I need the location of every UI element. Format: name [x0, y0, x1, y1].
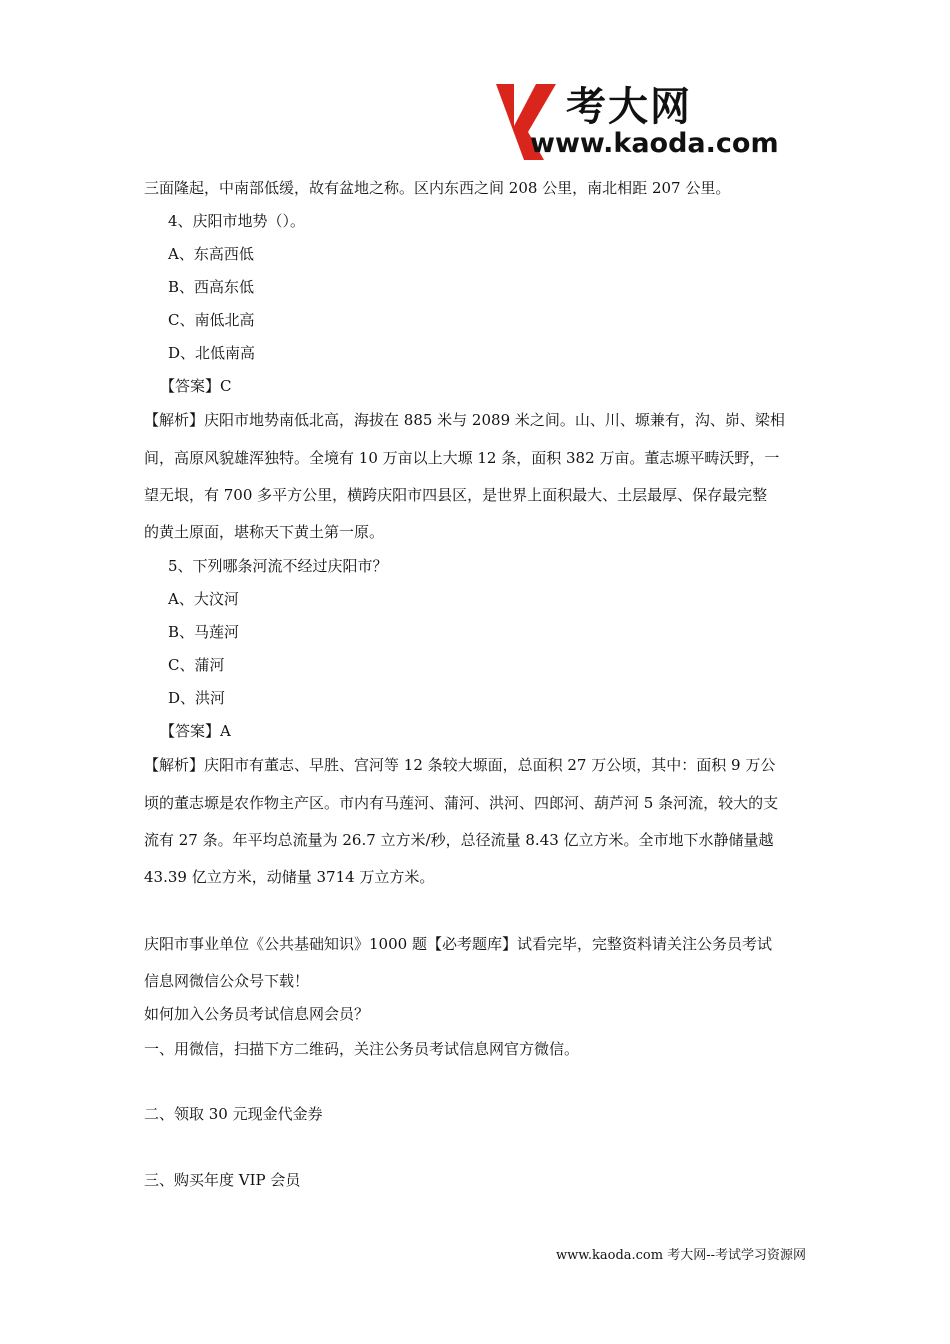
q5-option-d: D、洪河	[168, 689, 226, 707]
membership-question: 如何加入公务员考试信息网会员？	[144, 1005, 370, 1023]
logo-chinese-name: 考大网	[566, 84, 692, 130]
step-1: 一、用微信，扫描下方二维码，关注公务员考试信息网官方微信。	[144, 1040, 580, 1058]
intro-text: 三面隆起，中南部低缓，故有盆地之称。区内东西之间 208 公里，南北相距 207 公里。	[144, 179, 731, 197]
q5-option-c: C、蒲河	[168, 656, 225, 674]
q5-analysis-line-3: 流有 27 条。年平均总流量为 26.7 立方米/秒，总径流量 8.43 亿立方米。全市地下水静储量越	[144, 831, 774, 849]
q4-option-b: B、西高东低	[168, 278, 255, 296]
q4-answer: 【答案】C	[160, 377, 232, 395]
closing-line-1: 庆阳市事业单位《公共基础知识》1000 题【必考题库】试看完毕，完整资料请关注公务员考试	[144, 935, 772, 953]
q4-option-c: C、南低北高	[168, 311, 255, 329]
q5-option-b: B、马莲河	[168, 623, 240, 641]
q5-analysis-line-2: 顷的董志塬是农作物主产区。市内有马莲河、蒲河、洪河、四郎河、葫芦河 5 条河流，较大的支	[144, 794, 779, 812]
q4-option-d: D、北低南高	[168, 344, 256, 362]
q4-option-a: A、东高西低	[168, 245, 254, 263]
logo-url: www.kaoda.com	[530, 128, 779, 159]
q5-analysis-line-1: 【解析】庆阳市有董志、早胜、宫河等 12 条较大塬面，总面积 27 万公顷，其中：面积 9 万公	[144, 756, 776, 774]
q4-analysis-line-4: 的黄土原面，堪称天下黄土第一原。	[144, 523, 385, 541]
page-footer: www.kaoda.com 考大网--考试学习资源网	[556, 1248, 806, 1263]
q4-analysis-line-3: 望无垠，有 700 多平方公里，横跨庆阳市四县区，是世界上面积最大、土层最厚、保存最完整	[144, 486, 768, 504]
q4-analysis-line-2: 间，高原风貌雄浑独特。全境有 10 万亩以上大塬 12 条，面积 382 万亩。董志塬平畴沃野，一	[144, 449, 780, 467]
step-2: 二、领取 30 元现金代金券	[144, 1105, 323, 1123]
question-5: 5、下列哪条河流不经过庆阳市？	[168, 557, 388, 575]
q4-analysis-line-1: 【解析】庆阳市地势南低北高，海拔在 885 米与 2089 米之间。山、川、塬兼有，沟、峁、梁相	[144, 411, 785, 429]
kaoda-logo	[494, 84, 810, 160]
q5-option-a: A、大汶河	[168, 590, 239, 608]
step-3: 三、购买年度 VIP 会员	[144, 1171, 301, 1189]
question-4: 4、庆阳市地势（）。	[168, 212, 306, 230]
closing-line-2: 信息网微信公众号下载！	[144, 972, 310, 990]
q5-analysis-line-4: 43.39 亿立方米，动储量 3714 万立方米。	[144, 868, 435, 886]
q5-answer: 【答案】A	[160, 722, 231, 740]
